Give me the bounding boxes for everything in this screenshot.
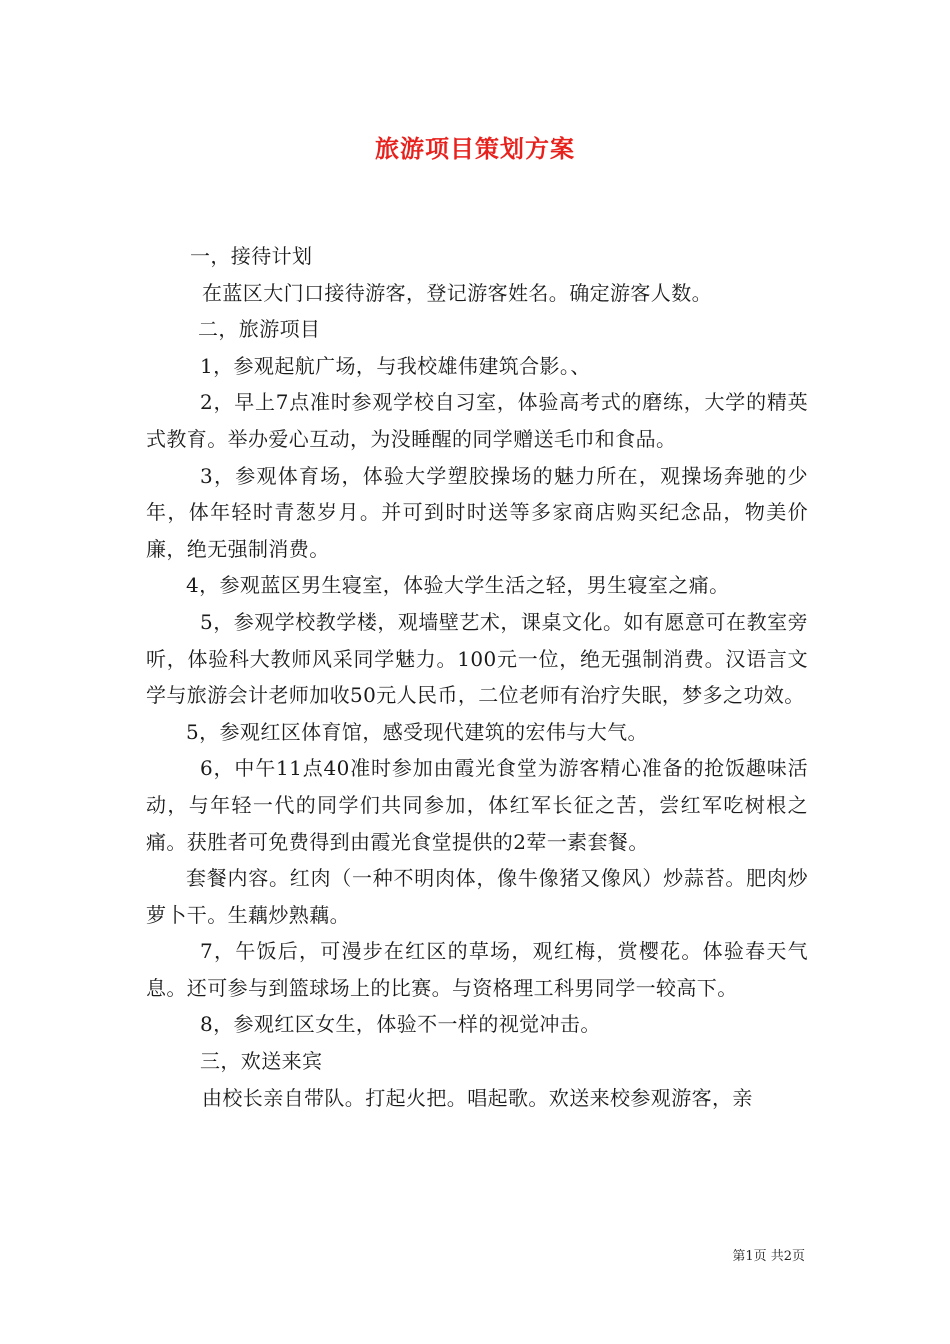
paragraph: 在蓝区大门口接待游客，登记游客姓名。确定游客人数。 <box>202 280 712 305</box>
paragraph: 8，参观红区女生，体验不一样的视觉冲击。 <box>200 1012 601 1037</box>
paragraph: 7，午饭后，可漫步在红区的草场，观红梅，赏樱花。体验春天气息。还可参与到篮球场上的比赛。与资格理工科男同学一较高下。 <box>146 939 808 1000</box>
document-body <box>146 238 808 1116</box>
paragraph: 5，参观红区体育馆，感受现代建筑的宏伟与大气。 <box>186 719 648 744</box>
paragraph: 1，参观起航广场，与我校雄伟建筑合影。、 <box>200 353 591 378</box>
section-heading: 三，欢送来宾 <box>200 1049 323 1074</box>
paragraph: 套餐内容。红肉（一种不明肉体，像牛像猪又像风）炒蒜苔。肥肉炒萝卜干。生藕炒熟藕。 <box>146 866 808 927</box>
document-title: 旅游项目策划方案 <box>375 134 575 163</box>
page-number: 第1页 共2页 <box>732 1249 805 1264</box>
paragraph: 由校长亲自带队。打起火把。唱起歌。欢送来校参观游客，亲 <box>202 1085 753 1110</box>
paragraph: 2，早上7点准时参观学校自习室，体验高考式的磨练，大学的精英式教育。举办爱心互动，为没睡醒的同学赠送毛巾和食品。 <box>146 390 808 451</box>
paragraph: 6，中午11点40准时参加由霞光食堂为游客精心准备的抢饭趣味活动，与年轻一代的同学们共同参加，体红军长征之苦，尝红军吃树根之痛。获胜者可免费得到由霞光食堂提供的2荤一素套餐。 <box>146 756 808 854</box>
paragraph: 4，参观蓝区男生寝室，体验大学生活之轻，男生寝室之痛。 <box>186 573 730 598</box>
section-heading: 二，旅游项目 <box>198 317 321 342</box>
paragraph: 5，参观学校教学楼，观墙壁艺术，课桌文化。如有愿意可在教室旁听，体验科大教师风采同学魅力。100元一位，绝无强制消费。汉语言文学与旅游会计老师加收50元人民币，二位老师有治疗失眠，梦多之功效。 <box>146 609 808 708</box>
section-heading: 一，接待计划 <box>190 244 313 268</box>
paragraph: 3，参观体育场，体验大学塑胶操场的魅力所在，观操场奔驰的少年，体年轻时青葱岁月。并可到时时送等多家商店购买纪念品，物美价廉，绝无强制消费。 <box>146 463 808 561</box>
